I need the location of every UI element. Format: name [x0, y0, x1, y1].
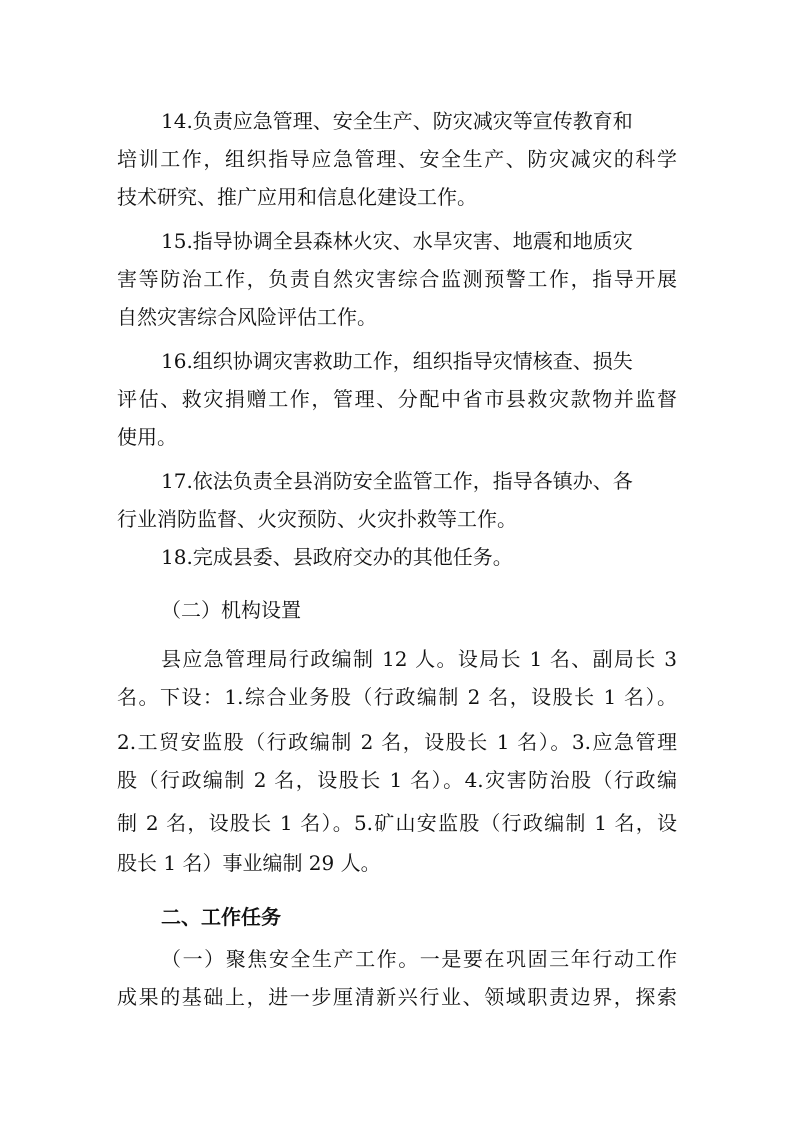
- line-item-14-end: 技术研究、推广应用和信息化建设工作。: [117, 185, 477, 209]
- line-item-14-cont: 培训工作，组织指导应急管理、安全生产、防灾减灾的科学: [117, 147, 677, 171]
- section-heading-tasks: 二、工作任务: [161, 905, 281, 929]
- line-org-5: 制 2 名，设股长 1 名）。5.矿山安监股（行政编制 1 名，设: [117, 811, 677, 835]
- line-item-15-end: 自然灾害综合风险评估工作。: [117, 305, 377, 329]
- line-item-17-start: 17.依法负责全县消防安全监管工作，指导各镇办、各: [161, 469, 633, 493]
- line-org-2: 名。下设：1.综合业务股（行政编制 2 名，设股长 1 名）。: [117, 685, 677, 709]
- line-item-18: 18.完成县委、县政府交办的其他任务。: [161, 545, 513, 569]
- line-org-4: 股（行政编制 2 名，设股长 1 名）。4.灾害防治股（行政编: [117, 768, 677, 792]
- line-org-6: 股长 1 名）事业编制 29 人。: [117, 851, 381, 875]
- line-item-16-end: 使用。: [117, 425, 177, 449]
- line-item-15-cont: 害等防治工作，负责自然灾害综合监测预警工作，指导开展: [117, 267, 677, 291]
- section-heading-org: （二）机构设置: [161, 598, 301, 622]
- line-item-17-end: 行业消防监督、火灾预防、火灾扑救等工作。: [117, 507, 517, 531]
- line-item-14-start: 14.负责应急管理、安全生产、防灾减灾等宣传教育和: [161, 109, 633, 133]
- line-org-1: 县应急管理局行政编制 12 人。设局长 1 名、副局长 3: [161, 647, 677, 671]
- line-org-3: 2.工贸安监股（行政编制 2 名，设股长 1 名）。3.应急管理: [117, 730, 677, 754]
- line-task-2: 成果的基础上，进一步厘清新兴行业、领域职责边界，探索: [117, 985, 677, 1009]
- line-item-16-start: 16.组织协调灾害救助工作，组织指导灾情核查、损失: [161, 349, 633, 373]
- line-task-1: （一）聚焦安全生产工作。一是要在巩固三年行动工作: [161, 947, 677, 971]
- line-item-15-start: 15.指导协调全县森林火灾、水旱灾害、地震和地质灾: [161, 229, 633, 253]
- line-item-16-cont: 评估、救灾捐赠工作，管理、分配中省市县救灾款物并监督: [117, 387, 677, 411]
